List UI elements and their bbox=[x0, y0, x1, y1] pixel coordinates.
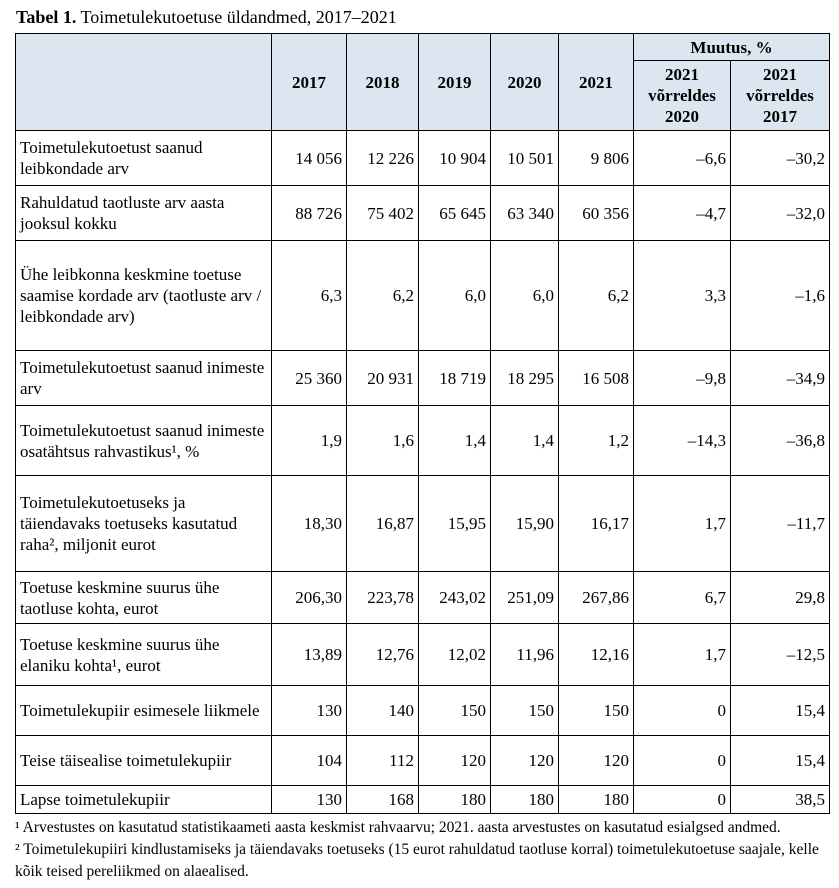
change-cell: 15,4 bbox=[731, 736, 830, 786]
change-cell: –4,7 bbox=[634, 186, 731, 241]
value-cell: 150 bbox=[491, 686, 559, 736]
table-title-text: Toimetulekutoetuse üldandmed, 2017–2021 bbox=[76, 7, 397, 27]
row-label-cell: Toetuse keskmine suurus ühe taotluse kohta, eurot bbox=[16, 572, 272, 624]
change-cell: 1,7 bbox=[634, 624, 731, 686]
value-cell: 10 904 bbox=[419, 131, 491, 186]
year-header-2020: 2020 bbox=[491, 34, 559, 131]
change-cell: –12,5 bbox=[731, 624, 830, 686]
value-cell: 18,30 bbox=[272, 476, 347, 572]
footnote-1: ¹ Arvestustes on kasutatud statistikaameti aasta keskmist rahvaarvu; 2021. aasta arvestustes on kasutatud esialgsed andmed. bbox=[15, 819, 781, 837]
row-label-cell: Toimetulekupiir esimesele liikmele bbox=[16, 686, 272, 736]
change-group-header: Muutus, % bbox=[634, 34, 830, 61]
value-cell: 75 402 bbox=[347, 186, 419, 241]
value-cell: 6,3 bbox=[272, 241, 347, 351]
change-cell: 38,5 bbox=[731, 786, 830, 814]
value-cell: 243,02 bbox=[419, 572, 491, 624]
value-cell: 1,4 bbox=[491, 406, 559, 476]
value-cell: 223,78 bbox=[347, 572, 419, 624]
value-cell: 12,02 bbox=[419, 624, 491, 686]
value-cell: 168 bbox=[347, 786, 419, 814]
row-label-cell: Toetuse keskmine suurus ühe elaniku kohta¹, eurot bbox=[16, 624, 272, 686]
change-cell: 0 bbox=[634, 786, 731, 814]
value-cell: 16,87 bbox=[347, 476, 419, 572]
table-row bbox=[16, 624, 830, 686]
table-row bbox=[16, 186, 830, 241]
change-cell: –11,7 bbox=[731, 476, 830, 572]
value-cell: 1,4 bbox=[419, 406, 491, 476]
year-header-2017: 2017 bbox=[272, 34, 347, 131]
value-cell: 63 340 bbox=[491, 186, 559, 241]
value-cell: 180 bbox=[559, 786, 634, 814]
value-cell: 88 726 bbox=[272, 186, 347, 241]
change-cell: –1,6 bbox=[731, 241, 830, 351]
table-row bbox=[16, 406, 830, 476]
row-label-cell: Toimetulekutoetust saanud inimeste osatähtsus rahvastikus¹, % bbox=[16, 406, 272, 476]
value-cell: 10 501 bbox=[491, 131, 559, 186]
value-cell: 180 bbox=[419, 786, 491, 814]
change-header-vs-2020: 2021 võrreldes 2020 bbox=[634, 61, 731, 131]
header-row-top bbox=[16, 34, 830, 61]
row-label-cell: Ühe leibkonna keskmine toetuse saamise kordade arv (taotluste arv / leibkondade arv) bbox=[16, 241, 272, 351]
value-cell: 15,95 bbox=[419, 476, 491, 572]
change-cell: 3,3 bbox=[634, 241, 731, 351]
value-cell: 16 508 bbox=[559, 351, 634, 406]
value-cell: 13,89 bbox=[272, 624, 347, 686]
value-cell: 1,9 bbox=[272, 406, 347, 476]
change-cell: 0 bbox=[634, 736, 731, 786]
table-row bbox=[16, 786, 830, 814]
statistics-table bbox=[15, 33, 830, 814]
change-cell: –6,6 bbox=[634, 131, 731, 186]
value-cell: 12 226 bbox=[347, 131, 419, 186]
row-label-cell: Toimetulekutoetuseks ja täiendavaks toetuseks kasutatud raha², miljonit eurot bbox=[16, 476, 272, 572]
change-cell: 1,7 bbox=[634, 476, 731, 572]
value-cell: 25 360 bbox=[272, 351, 347, 406]
table-header bbox=[16, 34, 830, 131]
row-label-cell: Lapse toimetulekupiir bbox=[16, 786, 272, 814]
value-cell: 6,2 bbox=[559, 241, 634, 351]
table-row bbox=[16, 476, 830, 572]
value-cell: 120 bbox=[559, 736, 634, 786]
table-row bbox=[16, 131, 830, 186]
change-cell: 6,7 bbox=[634, 572, 731, 624]
value-cell: 6,0 bbox=[491, 241, 559, 351]
change-header-vs-2017: 2021 võrreldes 2017 bbox=[731, 61, 830, 131]
value-cell: 112 bbox=[347, 736, 419, 786]
value-cell: 6,2 bbox=[347, 241, 419, 351]
change-cell: –9,8 bbox=[634, 351, 731, 406]
value-cell: 130 bbox=[272, 786, 347, 814]
change-cell: 29,8 bbox=[731, 572, 830, 624]
value-cell: 1,2 bbox=[559, 406, 634, 476]
value-cell: 18 719 bbox=[419, 351, 491, 406]
table-row bbox=[16, 351, 830, 406]
change-cell: –34,9 bbox=[731, 351, 830, 406]
footnotes bbox=[15, 817, 831, 883]
change-cell: –14,3 bbox=[634, 406, 731, 476]
change-cell: –30,2 bbox=[731, 131, 830, 186]
value-cell: 150 bbox=[419, 686, 491, 736]
year-header-2021: 2021 bbox=[559, 34, 634, 131]
change-cell: –32,0 bbox=[731, 186, 830, 241]
value-cell: 120 bbox=[491, 736, 559, 786]
table-row bbox=[16, 736, 830, 786]
value-cell: 206,30 bbox=[272, 572, 347, 624]
empty-corner-cell bbox=[16, 34, 272, 131]
value-cell: 104 bbox=[272, 736, 347, 786]
value-cell: 20 931 bbox=[347, 351, 419, 406]
year-header-2019: 2019 bbox=[419, 34, 491, 131]
value-cell: 180 bbox=[491, 786, 559, 814]
change-cell: 0 bbox=[634, 686, 731, 736]
year-header-2018: 2018 bbox=[347, 34, 419, 131]
value-cell: 6,0 bbox=[419, 241, 491, 351]
value-cell: 140 bbox=[347, 686, 419, 736]
value-cell: 11,96 bbox=[491, 624, 559, 686]
footnote-2: ² Toimetulekupiiri kindlustamiseks ja täiendavaks toetuseks (15 eurot rahuldatud taotluse korral) toimetulekutoetuse saajale, kelle kõik teised pereliikmed on alaealised. bbox=[15, 841, 819, 881]
value-cell: 12,76 bbox=[347, 624, 419, 686]
row-label-cell: Toimetulekutoetust saanud leibkondade arv bbox=[16, 131, 272, 186]
table-row bbox=[16, 572, 830, 624]
value-cell: 9 806 bbox=[559, 131, 634, 186]
change-cell: –36,8 bbox=[731, 406, 830, 476]
value-cell: 16,17 bbox=[559, 476, 634, 572]
table-body bbox=[16, 131, 830, 814]
value-cell: 1,6 bbox=[347, 406, 419, 476]
value-cell: 120 bbox=[419, 736, 491, 786]
value-cell: 267,86 bbox=[559, 572, 634, 624]
row-label-cell: Rahuldatud taotluste arv aasta jooksul kokku bbox=[16, 186, 272, 241]
value-cell: 150 bbox=[559, 686, 634, 736]
value-cell: 130 bbox=[272, 686, 347, 736]
value-cell: 14 056 bbox=[272, 131, 347, 186]
row-label-cell: Teise täisealise toimetulekupiir bbox=[16, 736, 272, 786]
table-title bbox=[16, 6, 831, 29]
value-cell: 60 356 bbox=[559, 186, 634, 241]
value-cell: 251,09 bbox=[491, 572, 559, 624]
table-row bbox=[16, 686, 830, 736]
value-cell: 15,90 bbox=[491, 476, 559, 572]
change-cell: 15,4 bbox=[731, 686, 830, 736]
value-cell: 12,16 bbox=[559, 624, 634, 686]
row-label-cell: Toimetulekutoetust saanud inimeste arv bbox=[16, 351, 272, 406]
value-cell: 65 645 bbox=[419, 186, 491, 241]
table-row bbox=[16, 241, 830, 351]
value-cell: 18 295 bbox=[491, 351, 559, 406]
table-title-prefix: Tabel 1. bbox=[16, 7, 77, 27]
